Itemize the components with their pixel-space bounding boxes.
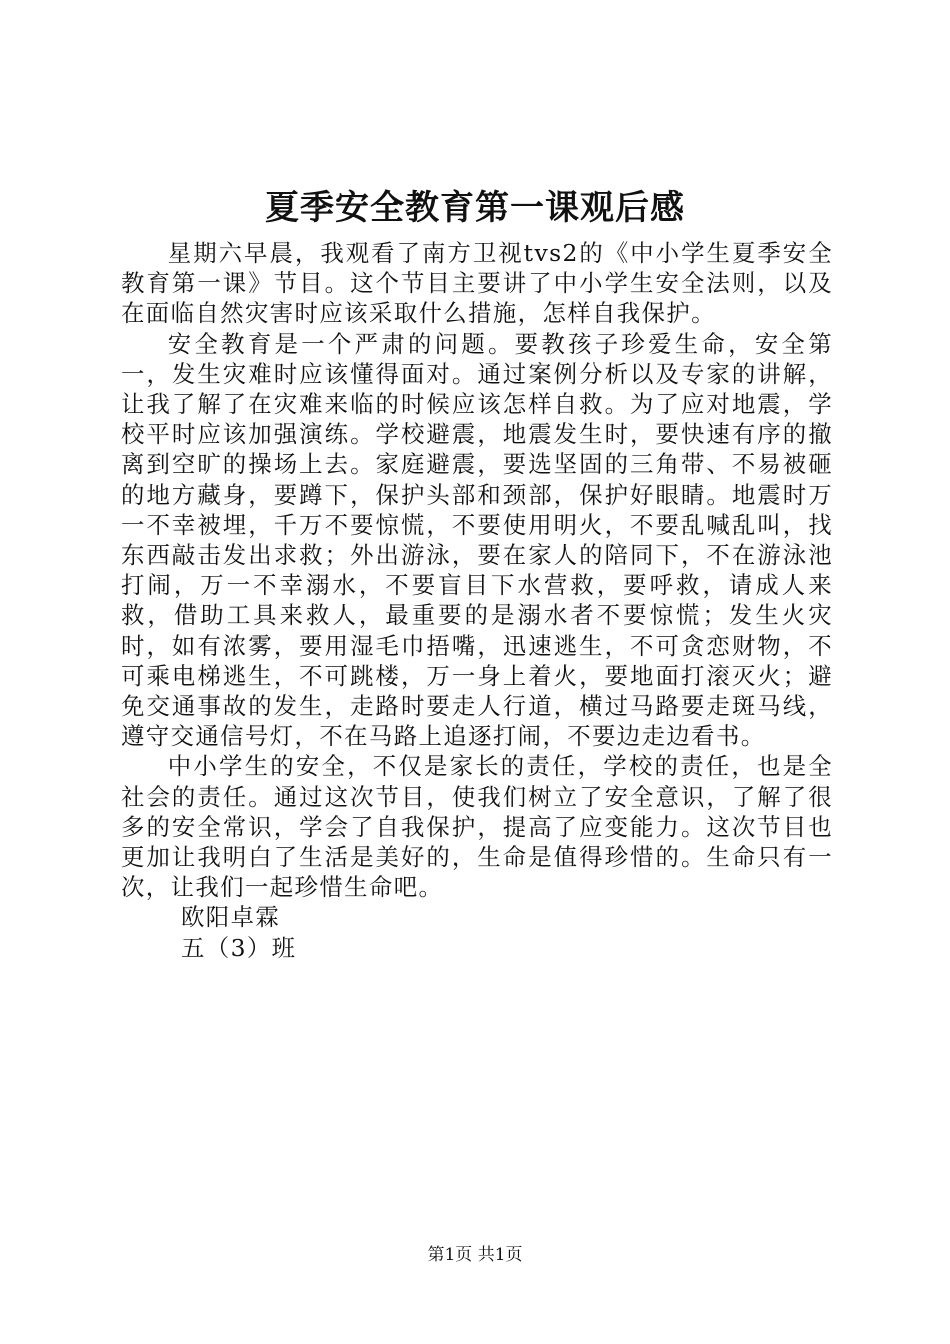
author-name: 欧阳卓霖	[181, 903, 281, 932]
page-footer: 第1页 共1页	[427, 1245, 523, 1265]
document-body	[121, 238, 833, 963]
paragraph: 星期六早晨，我观看了南方卫视tvs2的《中小学生夏季安全教育第一课》节目。这个节目主要讲了中小学生安全法则，以及在面临自然灾害时应该采取什么措施，怎样自我保护。	[121, 239, 833, 328]
paragraph: 安全教育是一个严肃的问题。要教孩子珍爱生命，安全第一，发生灾难时应该懂得面对。通过案例分析以及专家的讲解，让我了解了在灾难来临的时候应该怎样自救。为了应对地震，学校平时应该加强演练。学校避震，地震发生时，要快速有序的撤离到空旷的操场上去。家庭避震，要选坚固的三角带、不易被砸的地方藏身，要蹲下，保护头部和颈部，保护好眼睛。地震时万一不幸被埋，千万不要惊慌，不要使用明火，不要乱喊乱叫，找东西敲击发出求救；外出游泳，要在家人的陪同下，不在游泳池打闹，万一不幸溺水，不要盲目下水营救，要呼救，请成人来救，借助工具来救人，最重要的是溺水者不要惊慌；发生火灾时，如有浓雾，要用湿毛巾捂嘴，迅速逃生，不可贪恋财物，不可乘电梯逃生，不可跳楼，万一身上着火，要地面打滚灭火；避免交通事故的发生，走路时要走人行道，横过马路要走斑马线，遵守交通信号灯，不在马路上追逐打闹，不要边走边看书。	[121, 329, 833, 751]
paragraph: 中小学生的安全，不仅是家长的责任，学校的责任，也是全社会的责任。通过这次节目，使我们树立了安全意识，了解了很多的安全常识，学会了自我保护，提高了应变能力。这次节目也更加让我明白了生活是美好的，生命是值得珍惜的。生命只有一次，让我们一起珍惜生命吧。	[121, 752, 833, 902]
author-class: 五（3）班	[181, 933, 297, 962]
document-title: 夏季安全教育第一课观后感	[265, 188, 685, 228]
